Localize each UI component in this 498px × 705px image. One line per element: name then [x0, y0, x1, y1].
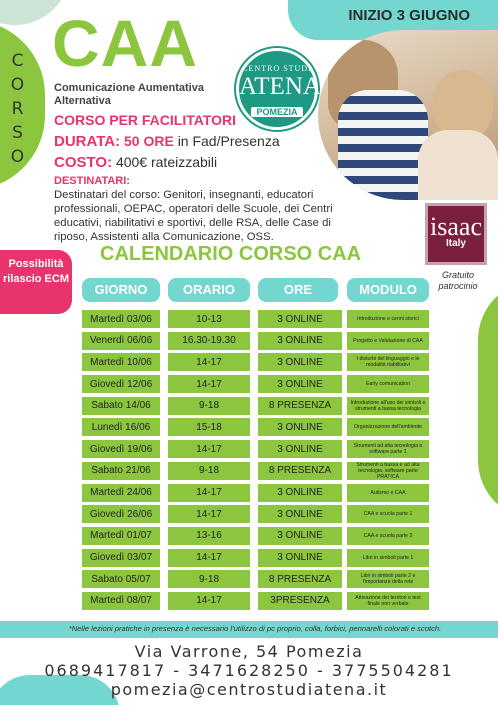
duration	[54, 133, 280, 150]
row-day: Martedì 24/06	[82, 484, 160, 502]
row-time: 9-18	[168, 570, 250, 588]
isaac-name: isaac	[430, 212, 482, 241]
row-day: Lunedì 16/06	[82, 418, 160, 436]
address: Via Varrone, 54 Pomezia	[134, 642, 364, 661]
row-time: 10-13	[168, 310, 250, 328]
row-day: Martedì 08/07	[82, 592, 160, 610]
row-hours: 3 ONLINE	[258, 440, 342, 458]
row-module: Progetto e Valutazione di CAA	[347, 332, 429, 350]
row-hours: 3PRESENZA	[258, 592, 342, 610]
column-header-time: ORARIO	[168, 278, 250, 302]
row-module: Introduzione all'uso dei simboli e strumenti a bassa tecnologia	[347, 397, 429, 415]
row-time: 14-17	[168, 549, 250, 567]
duration-label: DURATA:	[54, 133, 121, 150]
side-letter: S	[12, 123, 24, 143]
side-letter: O	[10, 75, 26, 95]
column-header-day: GIORNO	[82, 278, 160, 302]
start-date-banner: INIZIO 3 GIUGNO	[348, 7, 470, 24]
side-letter: O	[10, 147, 26, 167]
row-hours: 3 ONLINE	[258, 353, 342, 371]
row-day: Sabato 14/06	[82, 397, 160, 415]
row-module: Attivazione dei territori e test finale non verbale	[347, 592, 429, 610]
row-day: Venerdì 06/06	[82, 332, 160, 350]
row-module: Autismo e CAA	[347, 484, 429, 502]
row-hours: 3 ONLINE	[258, 484, 342, 502]
side-letter: C	[11, 51, 25, 71]
row-day: Sabato 21/06	[82, 462, 160, 480]
row-module: Strumenti a bassa e ad alta tecnologia, software parte PRATICA	[347, 462, 429, 480]
recipients-label: DESTINATARI:	[54, 175, 130, 187]
ecm-badge: Possibilità rilascio ECM	[0, 250, 72, 314]
row-day: Martedì 03/06	[82, 310, 160, 328]
row-time: 15-18	[168, 418, 250, 436]
logo-line3: POMEZIA	[251, 107, 303, 117]
centro-studi-atena-logo	[236, 48, 321, 130]
patronage-caption: Gratuito patrocinio	[438, 270, 478, 291]
isaac-country: Italy	[445, 238, 466, 249]
row-hours: 3 ONLINE	[258, 310, 342, 328]
row-time: 14-17	[168, 440, 250, 458]
hero-photo	[318, 30, 498, 200]
row-time: 14-17	[168, 592, 250, 610]
row-module: I disturbi del linguaggio e le modalità riabilitativi	[347, 353, 429, 371]
page-subtitle: Comunicazione Aumentativa Alternativa	[54, 82, 204, 107]
footer-note: *Nelle lezioni pratiche in presenza è necessario l'utilizzo di pc proprio, colla, forbici, pennarelli colorati e scotch.	[68, 624, 442, 633]
row-hours: 3 ONLINE	[258, 332, 342, 350]
row-hours: 8 PRESENZA	[258, 397, 342, 415]
side-letter: R	[11, 99, 25, 119]
email: pomezia@centrostudiatena.it	[110, 680, 388, 699]
row-hours: 3 ONLINE	[258, 527, 342, 545]
row-time: 13-16	[168, 527, 250, 545]
row-module: Libri in simboli parte 1	[347, 549, 429, 567]
row-module: Introduzione e cenni storici	[347, 310, 429, 328]
row-hours: 3 ONLINE	[258, 375, 342, 393]
row-time: 9-18	[168, 462, 250, 480]
row-module: Organizzazione dell'ambiente	[347, 418, 429, 436]
row-day: Giovedì 19/06	[82, 440, 160, 458]
row-hours: 3 ONLINE	[258, 505, 342, 523]
row-time: 14-17	[168, 505, 250, 523]
column-header-hours: ORE	[258, 278, 338, 302]
row-time: 14-17	[168, 353, 250, 371]
row-hours: 8 PRESENZA	[258, 570, 342, 588]
decor-green-right	[478, 280, 498, 520]
page-title: CAA	[52, 6, 198, 80]
cost	[54, 154, 217, 171]
row-module: CAA e scuola parte 1	[347, 505, 429, 523]
cost-label: COSTO:	[54, 154, 113, 171]
logo-line2: ATENA	[239, 73, 321, 100]
side-word-corso	[8, 52, 28, 167]
row-day: Sabato 05/07	[82, 570, 160, 588]
row-time: 16.30-19.30	[168, 332, 250, 350]
course-target: CORSO PER FACILITATORI	[54, 112, 237, 128]
row-day: Giovedì 03/07	[82, 549, 160, 567]
row-module: Libri in simboli parte 2 e l'importanza della rete	[347, 570, 429, 588]
recipients-text: Destinatari del corso: Genitori, insegnanti, educatori professionali, OEPAC, operatori delle Scuole, dei Centri educativi, riabilitativi e sportivi, delle RSA, delle Case di riposo, Assistenti alla Comunicazione, OSS.	[54, 189, 333, 243]
row-time: 14-17	[168, 484, 250, 502]
row-module: CAA e scuola parte 2	[347, 527, 429, 545]
row-day: Giovedì 26/06	[82, 505, 160, 523]
row-hours: 3 ONLINE	[258, 549, 342, 567]
row-day: Martedì 10/06	[82, 353, 160, 371]
row-module: Early comunication	[347, 375, 429, 393]
duration-mode: in Fad/Presenza	[177, 133, 280, 149]
row-day: Martedì 01/07	[82, 527, 160, 545]
phone-numbers: 0689417817 - 3471628250 - 3775504281	[44, 661, 454, 680]
row-module: Strumenti ad alta tecnologia e software parte 1	[347, 440, 429, 458]
isaac-italy-logo	[425, 203, 487, 265]
duration-value: 50 ORE	[123, 133, 174, 149]
row-hours: 8 PRESENZA	[258, 462, 342, 480]
calendar-title: CALENDARIO CORSO CAA	[100, 243, 362, 265]
column-header-module: MODULO	[347, 278, 429, 302]
row-time: 14-17	[168, 375, 250, 393]
row-time: 9-18	[168, 397, 250, 415]
row-day: Giovedì 12/06	[82, 375, 160, 393]
cost-value: 400€ rateizzabili	[115, 154, 218, 170]
logo-line1: CENTRO STUDI	[242, 64, 312, 73]
row-hours: 3 ONLINE	[258, 418, 342, 436]
